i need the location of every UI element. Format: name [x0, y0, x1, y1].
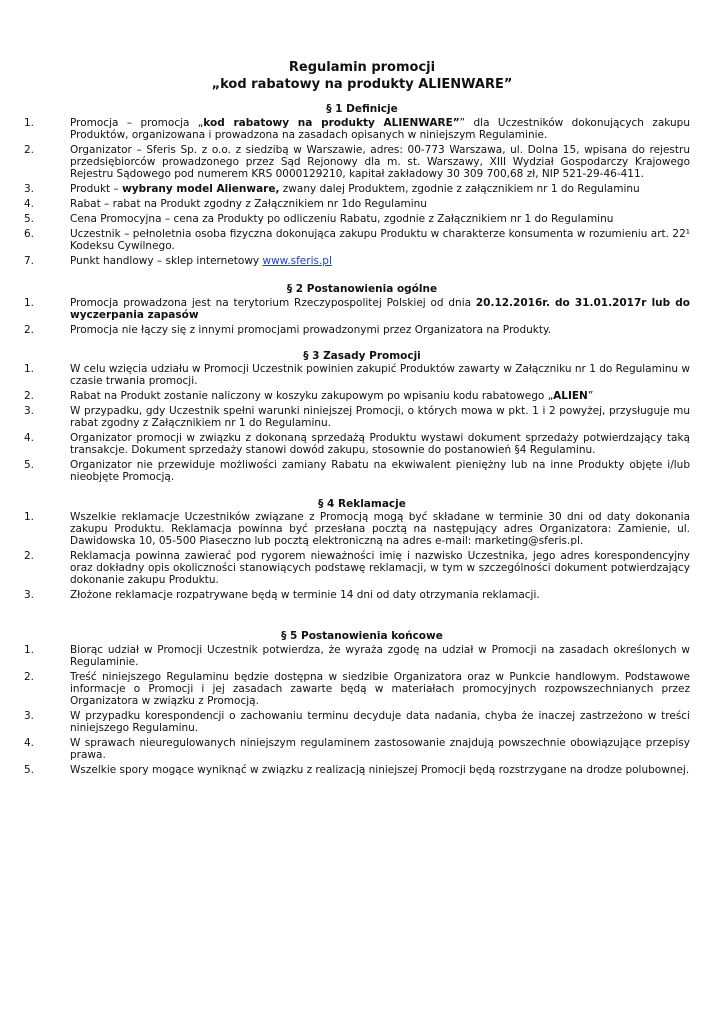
list-item: [20, 459, 690, 483]
item-text: zwany dalej Produktem, zgodnie z załącznikiem nr 1 do Regulaminu: [279, 183, 640, 195]
item-text: Treść niniejszego Regulaminu będzie dostępna w siedzibie Organizatora oraz w Punkcie handlowym. Podstawowe informacje o Promocji i jej zasadach zawarte będą w materiałach promocyjnych rozpowszechnianych przez Organizatora w związku z Promocją.: [70, 671, 690, 707]
item-text: Promocja prowadzona jest na terytorium Rzeczypospolitej Polskiej od dnia: [70, 297, 476, 309]
list-item: [20, 255, 690, 267]
list-item: [20, 363, 690, 387]
item-text: Organizator – Sferis Sp. z o.o. z siedzibą w Warszawie, adres: 00-773 Warszawa, ul. Dolna 15, wpisana do rejestru przedsiębiorców prowadzonego przez Sąd Rejonowy dla m. st. Warszawy, XIII Wydział Gospodarczy Krajowego Rejestru Sądowego pod numerem KRS 0000129210, kapitał zakładowy 30 309 700,68 zł, NIP 521-29-46-411.: [70, 144, 690, 180]
list-item: [20, 511, 690, 547]
item-text: Złożone reklamacje rozpatrywane będą w terminie 14 dni od daty otrzymania reklamacji.: [70, 589, 540, 601]
item-text: Biorąc udział w Promocji Uczestnik potwierdza, że wyraża zgodę na udział w Promocji na zasadach określonych w Regulaminie.: [70, 644, 690, 668]
list-item: [20, 183, 690, 195]
section-heading: § 1 Definicje: [326, 103, 398, 115]
item-number: 4.: [23, 737, 34, 749]
item-number: 5.: [23, 459, 34, 471]
item-number: 7.: [23, 255, 34, 267]
item-number: 3.: [23, 183, 34, 195]
list-item: [20, 117, 690, 141]
item-number: 2.: [23, 390, 34, 402]
website-link[interactable]: www.sferis.pl: [262, 255, 332, 267]
section-heading: § 4 Reklamacje: [318, 498, 406, 510]
item-bold-text: wybrany model Alienware,: [122, 183, 280, 195]
list-item: [20, 764, 690, 776]
document-title: Regulamin promocji: [288, 60, 436, 75]
item-number: 2.: [23, 671, 34, 683]
list-item: [20, 671, 690, 707]
item-text: Promocja – promocja „: [70, 117, 204, 129]
item-number: 1.: [23, 117, 34, 129]
item-number: 6.: [23, 228, 34, 240]
section-heading: § 3 Zasady Promocji: [303, 350, 421, 362]
item-text: Punkt handlowy – sklep internetowy: [70, 255, 263, 267]
section-list: [20, 297, 690, 339]
section-list: [20, 363, 690, 486]
list-item: [20, 737, 690, 761]
section-list: [20, 117, 690, 270]
item-text: ”: [587, 390, 594, 402]
list-item: [20, 550, 690, 586]
list-item: [20, 198, 690, 210]
item-number: 1.: [23, 644, 34, 656]
item-text: Reklamacja powinna zawierać pod rygorem nieważności imię i nazwisko Uczestnika, jego adres korespondencyjny oraz dokładny opis okoliczności stanowiących podstawę reklamacji, w tym w szczególności dokument potwierdzający dokonanie zakupu Produktu.: [70, 550, 690, 586]
item-text: Promocja nie łączy się z innymi promocjami prowadzonymi przez Organizatora na Produkty.: [70, 324, 552, 336]
item-bold-text: ALIEN: [553, 390, 588, 402]
section-heading: § 2 Postanowienia ogólne: [286, 283, 438, 295]
item-text: W przypadku, gdy Uczestnik spełni warunki niniejszej Promocji, o których mowa w pkt. 1 i 2 powyżej, przysługuje mu rabat zgodny z Załącznikiem nr 1 do Regulaminu.: [70, 405, 690, 429]
list-item: [20, 405, 690, 429]
list-item: [20, 297, 690, 321]
item-text: W sprawach nieuregulowanych niniejszym regulaminem zastosowanie znajdują powszechnie obowiązujące przepisy prawa.: [70, 737, 690, 761]
item-text: W celu wzięcia udziału w Promocji Uczestnik powinien zakupić Produktów zawarty w Załączniku nr 1 do Regulaminu w czasie trwania promocji.: [70, 363, 690, 387]
list-item: [20, 390, 690, 402]
list-item: [20, 144, 690, 180]
section-heading: § 5 Postanowienia końcowe: [281, 630, 443, 642]
document-subtitle: „kod rabatowy na produkty ALIENWARE”: [211, 77, 513, 92]
item-text: Wszelkie spory mogące wyniknąć w związku z realizacją niniejszej Promocji będą rozstrzygane na drodze polubownej.: [70, 764, 690, 776]
item-number: 2.: [23, 144, 34, 156]
item-number: 2.: [23, 324, 34, 336]
list-item: [20, 710, 690, 734]
item-text: Cena Promocyjna – cena za Produkty po odliczeniu Rabatu, zgodnie z Załącznikiem nr 1 do Regulaminu: [70, 213, 614, 225]
item-text: W przypadku korespondencji o zachowaniu terminu decyduje data nadania, chyba że inaczej zastrzeżono w treści niniejszego Regulaminu.: [70, 710, 690, 734]
item-number: 2.: [23, 550, 34, 562]
item-text: Produkt –: [70, 183, 123, 195]
item-number: 3.: [23, 589, 34, 601]
item-number: 5.: [23, 213, 34, 225]
list-item: [20, 644, 690, 668]
section-list: [20, 511, 690, 604]
item-number: 5.: [23, 764, 34, 776]
section-list: [20, 644, 690, 779]
item-text: Wszelkie reklamacje Uczestników związane z Promocją mogą być składane w terminie 30 dni od daty dokonania zakupu Produktu. Reklamacja powinna być przesłana pocztą na następujący adres Organizatora: Zamienie, ul. Dawidowska 10, 05-500 Piaseczno lub pocztą elektroniczną na adres e-mail: marketing@sferis.pl.: [70, 511, 690, 547]
item-text: Rabat – rabat na Produkt zgodny z Załącznikiem nr 1do Regulaminu: [70, 198, 427, 210]
item-number: 3.: [23, 405, 34, 417]
item-text: Uczestnik – pełnoletnia osoba fizyczna dokonująca zakupu Produktu w charakterze konsumenta w rozumieniu art. 22¹ Kodeksu Cywilnego.: [70, 228, 690, 252]
list-item: [20, 324, 690, 336]
list-item: [20, 228, 690, 252]
list-item: [20, 213, 690, 225]
item-bold-text: kod rabatowy na produkty ALIENWARE”: [203, 117, 460, 129]
list-item: [20, 589, 690, 601]
list-item: [20, 432, 690, 456]
item-number: 1.: [23, 363, 34, 375]
item-text: Rabat na Produkt zostanie naliczony w koszyku zakupowym po wpisaniu kodu rabatowego „: [70, 390, 554, 402]
item-bold-text: 20.12.2016r. do 31.01.2017r lub do wyczerpania zapasów: [70, 297, 690, 321]
item-number: 4.: [23, 198, 34, 210]
item-number: 1.: [23, 511, 34, 523]
item-number: 1.: [23, 297, 34, 309]
item-text: Organizator nie przewiduje możliwości zamiany Rabatu na ekwiwalent pieniężny lub na inne Produkty objęte i/lub nieobjęte Promocją.: [70, 459, 690, 483]
item-text: Organizator promocji w związku z dokonaną sprzedażą Produktu wystawi dokument sprzedaży potwierdzający taką transakcje. Dokument sprzedaży stanowi dowód zakupu, stosownie do postanowień §4 Regulaminu.: [70, 432, 690, 456]
item-number: 4.: [23, 432, 34, 444]
item-number: 3.: [23, 710, 34, 722]
item-text: ” dla Uczestników dokonujących zakupu Produktów, organizowana i prowadzona na zasadach opisanych w niniejszym Regulaminie.: [70, 117, 690, 141]
